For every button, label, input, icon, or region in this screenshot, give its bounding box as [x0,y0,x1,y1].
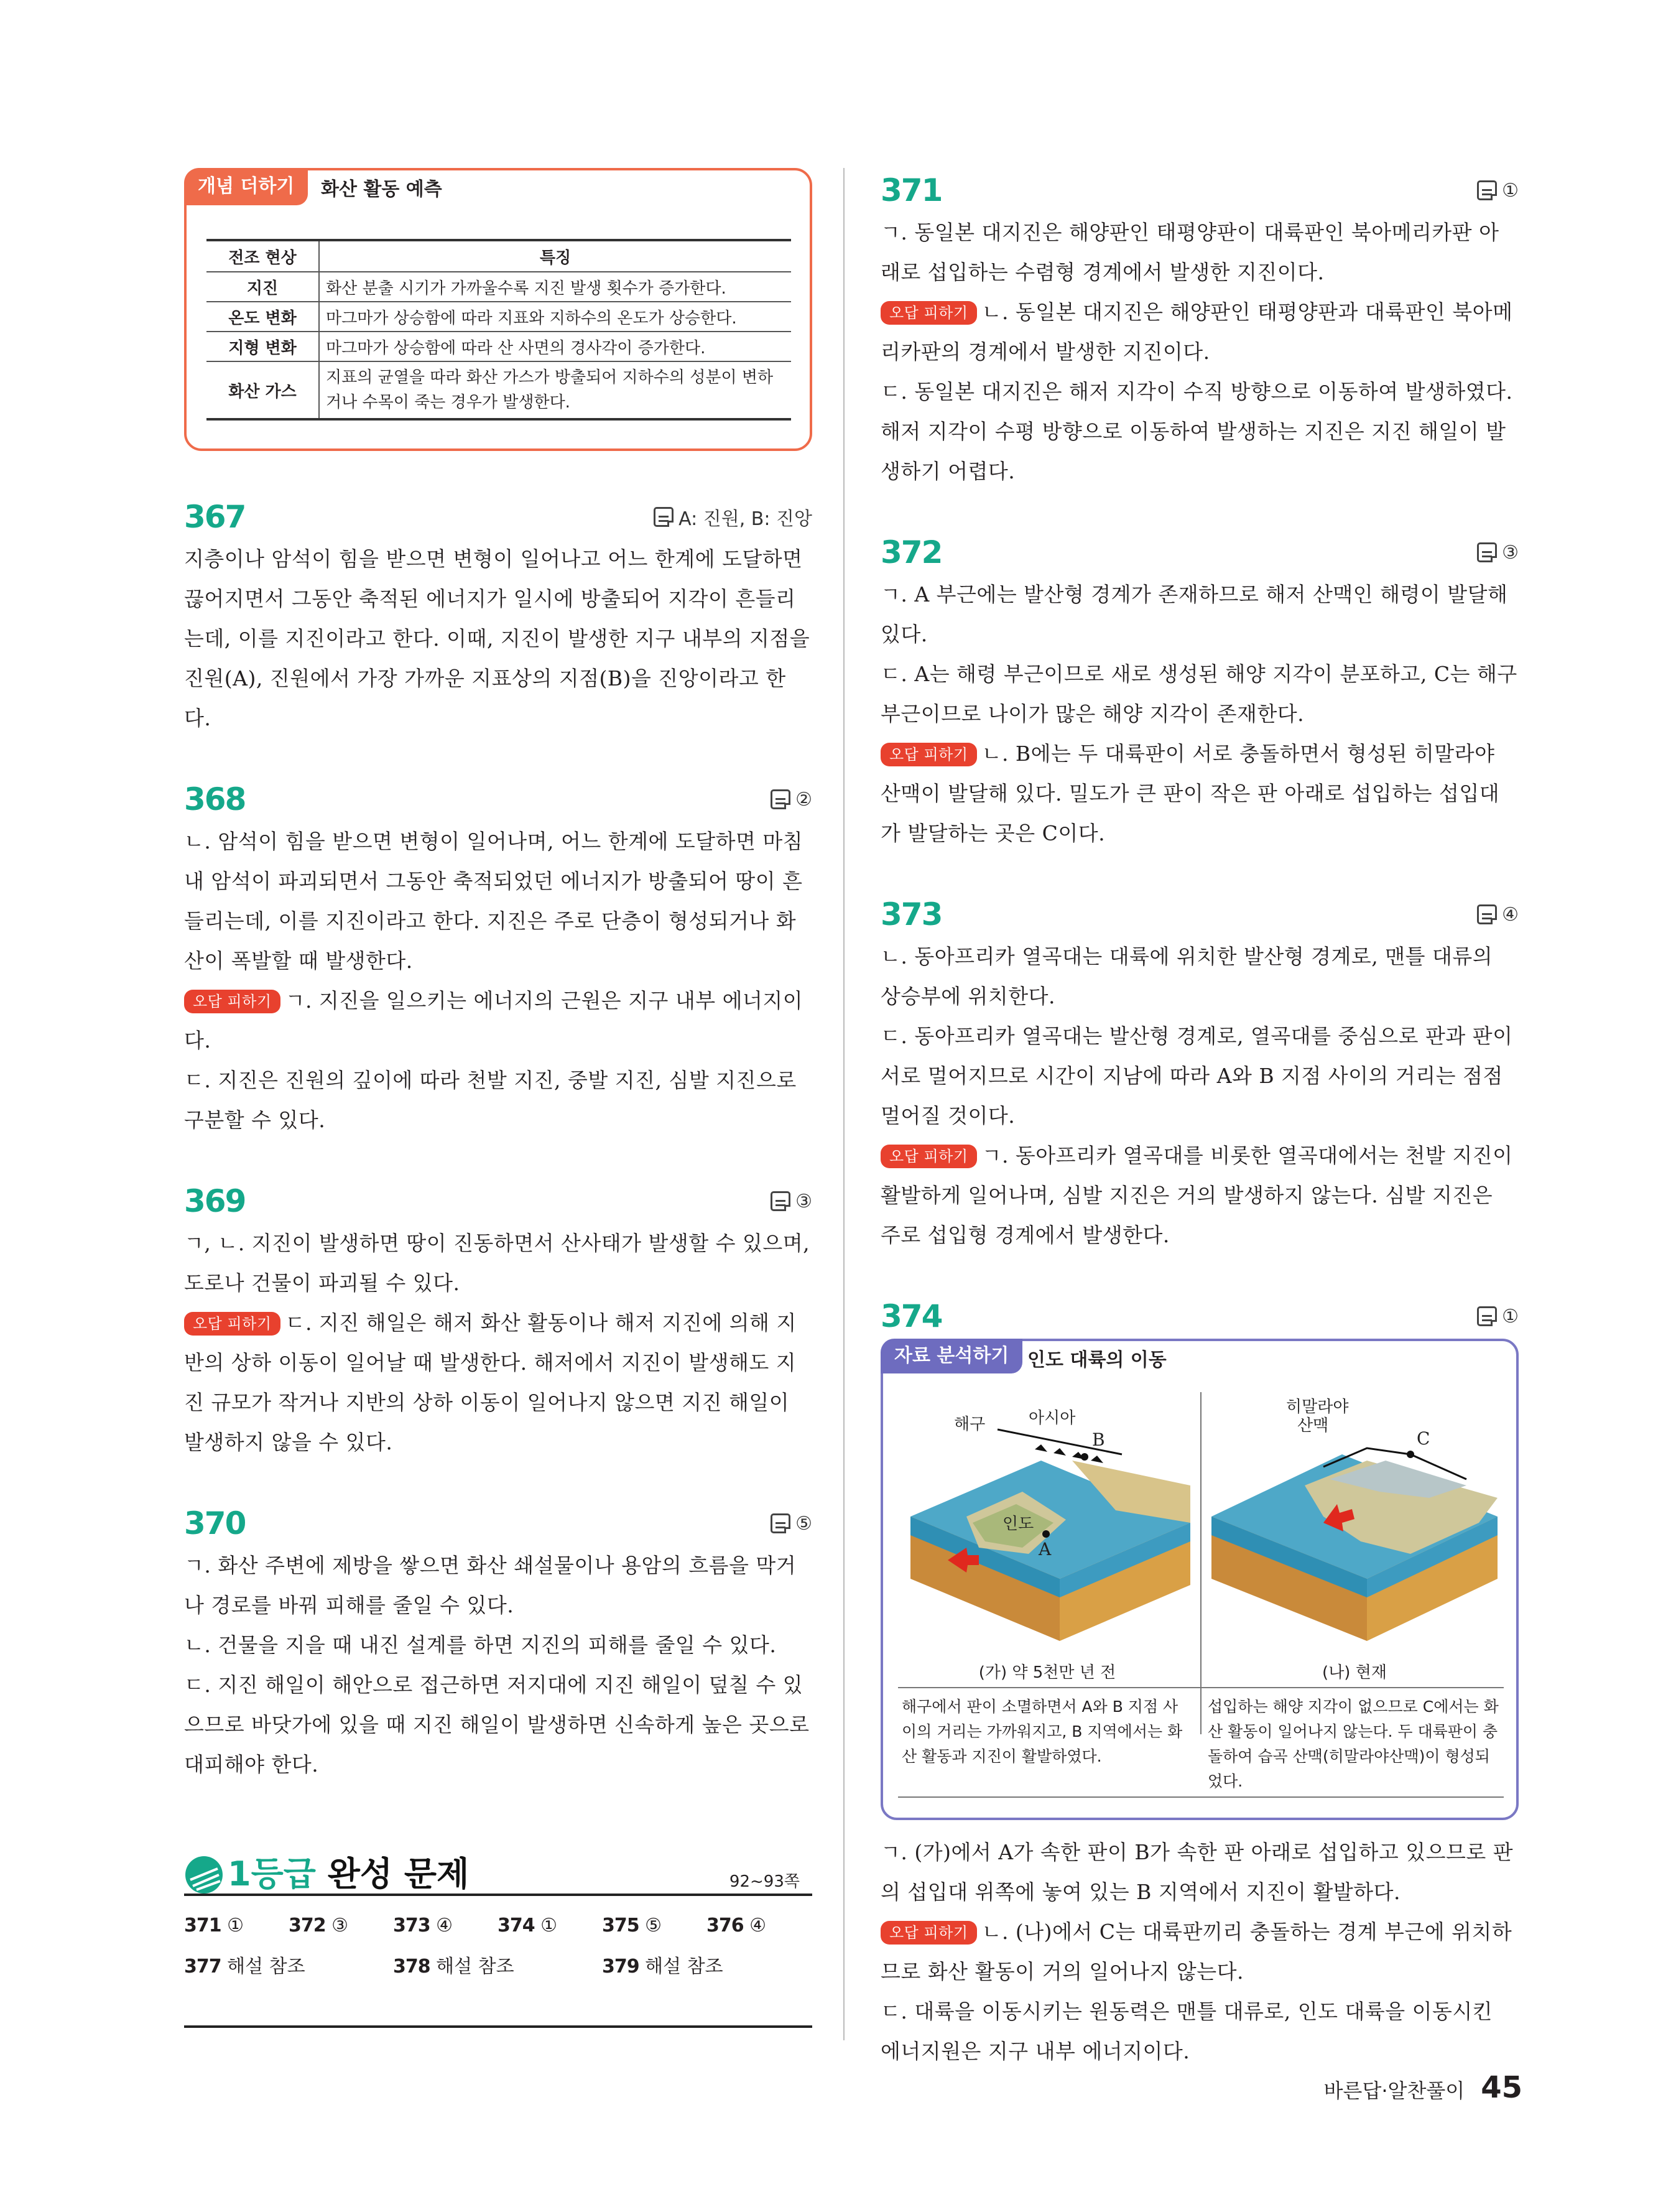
data-analysis-box [881,1339,1519,1820]
problem-374 [881,1294,1519,2071]
description-rule [898,1796,1504,1798]
table-cell: 화산 가스 [206,361,319,419]
asia-label: 아시아 [1029,1409,1076,1428]
himalaya-label: 히말라야 [1286,1398,1349,1416]
table-row [206,302,791,332]
explanation: ㄱ, ㄴ. 지진이 발생하면 땅이 진동하면서 산사태가 발생할 수 있으며, 도로나 건물이 파괴될 수 있다. [184,1231,810,1295]
concept-box [184,168,812,451]
point-b-label: B [1092,1429,1105,1450]
explanation-text: ㄱ. 지진을 일으키는 에너지의 근원은 지구 내부 에너지이다. [184,988,803,1053]
answer-text: ① [1502,1305,1519,1327]
table-row [206,361,791,419]
answer-icon [771,1191,790,1211]
left-column [184,168,812,1823]
answer-icon [1477,904,1497,924]
explanation [881,292,1519,372]
problem-number: 374 [881,1298,942,1334]
answer-text: ③ [1502,541,1519,564]
answer-icon [654,507,674,527]
point-c-label: C [1417,1428,1430,1449]
promo-top-rule [184,1894,812,1896]
explanation: ㄴ. 암석이 힘을 받으면 변형이 일어나며, 어느 한계에 도달하면 마침내 암석이 파괴되면서 그동안 축적되었던 에너지가 방출되어 땅이 흔들리는데, 이를 지진이라고 한다. 지진은 주로 단층이 형성되거나 화산이 폭발할 때 발생한다. [184,829,803,973]
answer [1477,542,1519,564]
table-header: 전조 현상 [206,240,319,272]
answer-text: ⑤ [795,1512,812,1535]
explanation: ㄷ. A는 해령 부근이므로 새로 생성된 해양 지각이 분포하고, C는 해구 부근이므로 나이가 많은 해양 지각이 존재한다. [881,662,1517,726]
problem-368 [184,777,812,1140]
explanation: ㄷ. 동아프리카 열곡대는 발산형 경계로, 열곡대를 중심으로 판과 판이 서로 멀어지므로 시간이 지남에 따라 A와 B 지점 사이의 거리는 점점 멀어질 것이다. [881,1024,1513,1128]
explanation [881,1912,1519,1992]
mountains-label: 산맥 [1297,1416,1329,1435]
explanation: ㄴ. 건물을 지을 때 내진 설계를 하면 지진의 피해를 줄일 수 있다. [184,1633,777,1657]
explanation: ㄱ. 화산 주변에 제방을 쌓으면 화산 쇄설물이나 용암의 흐름을 막거나 경로를 바꿔 피해를 줄일 수 있다. [184,1553,797,1617]
explanation [184,981,812,1061]
table-cell: 마그마가 상승함에 따라 지표와 지하수의 온도가 상승한다. [319,302,791,332]
grade-badge-icon [184,1855,224,1895]
point-a-label: A [1039,1539,1052,1559]
answer-icon [1477,542,1497,562]
table-cell: 지표의 균열을 따라 화산 가스가 방출되어 지하수의 성분이 변하거나 수목이 죽는 경우가 발생한다. [319,361,791,419]
explanation [881,1136,1519,1255]
table-header-row [206,240,791,272]
answer [1477,904,1519,926]
table-header: 특징 [319,240,791,272]
problem-373 [881,892,1519,1255]
table-row [206,332,791,361]
answer-icon [771,789,790,809]
promo-title-grade: 1등급 [228,1854,316,1894]
concept-title: 화산 활동 예측 [321,179,442,200]
page-footer [1324,2070,1522,2105]
answer-text: A: 진원, B: 진앙 [678,508,812,530]
problem-number: 372 [881,534,942,570]
column-divider [843,168,845,2040]
page-number: 45 [1481,2070,1522,2105]
concept-table [206,239,791,421]
figure-b-caption: (나) 현재 [1322,1663,1387,1682]
table-cell: 마그마가 상승함에 따라 산 사면의 경사각이 증가한다. [319,332,791,361]
problem-371 [881,168,1519,491]
problem-372 [881,530,1519,853]
promo-title-text: 완성 문제 [315,1854,470,1894]
answer [654,503,812,531]
figure-a-caption: (가) 약 5천만 년 전 [978,1663,1116,1682]
problem-number: 373 [881,896,942,932]
answer [1477,180,1519,202]
promo-title [228,1847,469,1895]
answer [771,789,812,811]
wrong-answer-tag: 오답 피하기 [184,1312,280,1336]
table-cell: 지진 [206,272,319,302]
problem-number: 369 [184,1183,246,1219]
footer-label: 바른답·알찬풀이 [1323,2079,1465,2103]
problem-number: 367 [184,499,246,535]
problem-number: 368 [184,781,246,817]
wrong-answer-tag: 오답 피하기 [881,1921,977,1945]
explanation-text: ㄴ. 동일본 대지진은 해양판인 태평양판과 대륙판인 북아메리카판의 경계에서 발생한 지진이다. [881,300,1513,364]
answer [771,1513,812,1535]
explanation: ㄴ. 동아프리카 열곡대는 대륙에 위치한 발산형 경계로, 맨틀 대류의 상승부에 위치한다. [881,944,1493,1008]
data-analysis-title: 인도 대륙의 이동 [1027,1349,1167,1371]
problem-369 [184,1179,812,1462]
explanation: ㄱ. (가)에서 A가 속한 판이 B가 속한 판 아래로 섭입하고 있으므로 판의 섭입대 위쪽에 놓여 있는 B 지역에서 지진이 활발하다. [881,1840,1514,1904]
answer [771,1191,812,1212]
explanation: ㄱ. A 부근에는 발산형 경계가 존재하므로 해저 산맥인 해령이 발달해 있다. [881,582,1508,646]
table-cell: 화산 분출 시기가 가까울수록 지진 발생 횟수가 증가한다. [319,272,791,302]
answer [1477,1306,1519,1327]
answer-text: ④ [1502,903,1519,926]
table-cell: 지형 변화 [206,332,319,361]
explanation: ㄷ. 지진 해일이 해안으로 접근하면 저지대에 지진 해일이 덮칠 수 있으므로 바닷가에 있을 때 지진 해일이 발생하면 신속하게 높은 곳으로 대피해야 한다. [184,1673,810,1777]
explanation-text: ㄷ. 지진 해일은 해저 화산 활동이나 해저 지진에 의해 지반의 상하 이동이 일어날 때 발생한다. 해저에서 지진이 발생해도 지진 규모가 작거나 지반의 상하 이동이 일어나지 않으면 지진 해일이 발생하지 않을 수 있다. [184,1311,797,1454]
right-column [881,168,1519,2071]
problem-367 [184,495,812,738]
explanation [881,734,1519,853]
figure-b-description: 섭입하는 해양 지각이 없으므로 C에서는 화산 활동이 일어나지 않는다. 두 대륙판이 충돌하여 습곡 산맥(히말라야산맥)이 형성되었다. [1208,1698,1499,1790]
wrong-answer-tag: 오답 피하기 [184,990,280,1013]
figure-a-description: 해구에서 판이 소멸하면서 A와 B 지점 사이의 거리는 가까워지고, B 지역에서는 화산 활동과 지진이 활발하였다. [902,1698,1183,1765]
data-analysis-tag: 자료 분석하기 [881,1339,1022,1373]
explanation: 지층이나 암석이 힘을 받으면 변형이 일어나고 어느 한계에 도달하면 끊어지면서 그동안 축적된 에너지가 일시에 방출되어 지각이 흔들리는데, 이를 지진이라고 한다. 이때, 지진이 발생한 지구 내부의 지점을 진원(A), 진원에서 가장 가까운 지표상의 지점(B)을 진앙이라고 한다. [184,547,810,730]
concept-tag: 개념 더하기 [184,168,308,205]
promo-bottom-rule [184,2025,812,2028]
promo-pages: 92~93쪽 [729,1872,800,1891]
answer-text: ② [795,788,812,811]
answer-icon [1477,1306,1497,1326]
explanation-text: ㄱ. 동아프리카 열곡대를 비롯한 열곡대에서는 천발 지진이 활발하게 일어나며, 심발 지진은 거의 발생하지 않는다. 심발 지진은 주로 섭입형 경계에서 발생한다. [881,1143,1513,1247]
wrong-answer-tag: 오답 피하기 [881,301,977,325]
trench-label: 해구 [954,1415,986,1434]
table-row [206,272,791,302]
problem-number: 370 [184,1505,246,1541]
answer-icon [771,1513,790,1533]
figure-divider [1200,1392,1202,1734]
explanation [184,1303,812,1462]
explanation: ㄱ. 동일본 대지진은 해양판인 태평양판이 대륙판인 북아메리카판 아래로 섭입하는 수렴형 경계에서 발생한 지진이다. [881,220,1499,284]
answer-text: ③ [795,1190,812,1212]
caption-rule [898,1687,1504,1688]
answer-icon [1477,180,1497,200]
problem-number: 371 [881,172,942,208]
problem-370 [184,1501,812,1785]
india-label: 인도 [1002,1515,1034,1533]
table-cell: 온도 변화 [206,302,319,332]
explanation-text: ㄴ. (나)에서 C는 대륙판끼리 충돌하는 경계 부근에 위치하므로 화산 활동이 거의 일어나지 않는다. [881,1920,1512,1984]
first-grade-problems-box: 1등급 완성 문제 92~93쪽 371 ① 372 ③ 373 ④ 374 ① 375 ⑤ 376 ④ 377 해설 참조 378 해설 참조 379 해설 참조 [184,1847,812,2034]
explanation: ㄷ. 대륙을 이동시키는 원동력은 맨틀 대류로, 인도 대륙을 이동시킨 에너지원은 지구 내부 에너지이다. [881,1999,1493,2063]
answer-text: ① [1502,179,1519,202]
wrong-answer-tag: 오답 피하기 [881,743,977,766]
figure-50-million-years-ago [898,1392,1197,1653]
wrong-answer-tag: 오답 피하기 [881,1145,977,1168]
explanation: ㄷ. 동일본 대지진은 해저 지각이 수직 방향으로 이동하여 발생하였다. 해저 지각이 수평 방향으로 이동하여 발생하는 지진은 지진 해일이 발생하기 어렵다. [881,379,1513,483]
figure-present [1205,1392,1504,1653]
explanation: ㄷ. 지진은 진원의 깊이에 따라 천발 지진, 중발 지진, 심발 지진으로 구분할 수 있다. [184,1068,797,1132]
explanation-text: ㄴ. B에는 두 대륙판이 서로 충돌하면서 형성된 히말라야 산맥이 발달해 있다. 밀도가 큰 판이 작은 판 아래로 섭입하는 섭입대가 발달하는 곳은 C이다. [881,741,1500,845]
